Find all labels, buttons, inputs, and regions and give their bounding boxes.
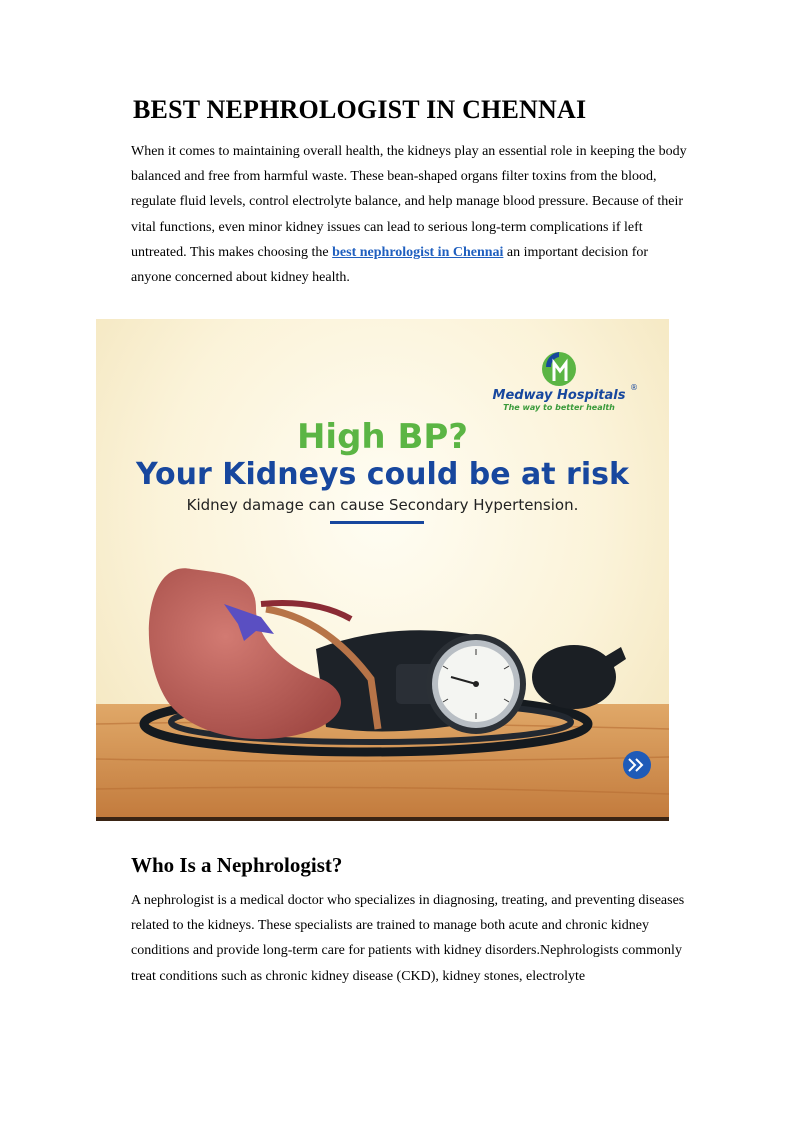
logo-tagline: The way to better health <box>503 403 615 412</box>
page-title: BEST NEPHROLOGIST IN CHENNAI <box>133 95 587 124</box>
pump-bulb-icon <box>532 645 616 709</box>
medway-logo <box>474 337 644 415</box>
logo-registered-mark: ® <box>630 383 638 392</box>
intro-text-after-link: an important decision for anyone concerned about kidney health. <box>131 244 649 286</box>
intro-paragraph <box>131 139 691 290</box>
intro-text-before-link: When it comes to maintaining overall health, the kidneys play an essential role in keeping the body balanced and free from harmful waste. These bean-shaped organs filter toxins from the blood, regulate fluid levels, control electrolyte balance, and help manage blood pressure. Because of their vital functions, even minor kidney issues can lead to serious long-term complications if left untreated. This makes choosing the <box>131 144 687 260</box>
section-body-paragraph: A nephrologist is a medical doctor who specializes in diagnosing, treating, and preventing diseases related to the kidneys. These specialists are trained to manage both acute and chronic kidney conditions and provide long-term care for patients with kidney disorders.Nephrologists commonly treat conditions such as chronic kidney disease (CKD), kidney stones, electrolyte <box>131 893 685 984</box>
promo-banner-image <box>96 319 669 821</box>
banner-divider <box>330 521 424 524</box>
best-nephrologist-link[interactable]: best nephrologist in Chennai <box>332 244 504 260</box>
banner-headline-kidneys-risk: Your Kidneys could be at risk <box>136 457 629 492</box>
banner-headline-high-bp: High BP? <box>296 417 469 457</box>
banner-subline: Kidney damage can cause Secondary Hypertension. <box>186 496 579 514</box>
logo-name: Medway Hospitals <box>492 388 626 403</box>
logo-mark-icon <box>474 337 644 387</box>
section-heading: Who Is a Nephrologist? <box>131 853 343 877</box>
banner-next-button <box>623 751 651 779</box>
